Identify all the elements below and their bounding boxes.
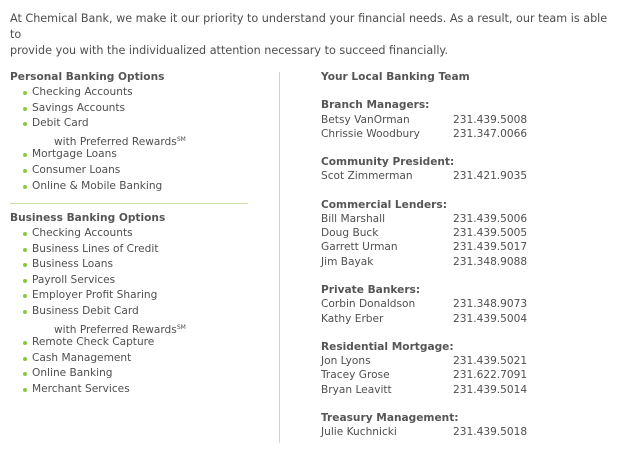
team-group: [321, 155, 611, 184]
list-item: [10, 366, 250, 382]
bullet-icon: [23, 232, 27, 236]
team-member-phone: 231.439.5014: [453, 383, 528, 396]
list-item: [10, 242, 250, 258]
list-item: [10, 85, 250, 101]
service-mark: SM: [176, 135, 186, 143]
team-member-phone: 231.622.7091: [453, 369, 528, 382]
team-member-phone: 231.439.5005: [453, 227, 528, 240]
intro-line-2: provide you with the individualized attention necessary to succeed financially.: [10, 44, 449, 57]
team-member-phone: 231.348.9088: [453, 255, 528, 268]
team-group: [321, 411, 611, 440]
bullet-icon: [23, 91, 27, 95]
team-member-name: Jim Bayak: [321, 255, 374, 268]
business-banking-list: [10, 226, 250, 398]
list-item-label: Debit Card: [32, 117, 89, 130]
team-group-title: Commercial Lenders:: [321, 198, 447, 211]
service-mark: SM: [176, 323, 186, 331]
bullet-icon: [23, 153, 27, 157]
team-member-name: Scot Zimmerman: [321, 170, 413, 183]
team-member-row: [321, 212, 611, 226]
team-member-row: [321, 368, 611, 382]
team-member-row: [321, 312, 611, 326]
team-member-name: Kathy Erber: [321, 312, 384, 325]
personal-banking-list: [10, 85, 250, 194]
team-group-title: Community President:: [321, 155, 455, 168]
list-item-label: Checking Accounts: [32, 86, 133, 98]
list-item: [10, 288, 250, 304]
team-member-phone: 231.439.5017: [453, 241, 528, 254]
banking-team-section: [321, 69, 611, 453]
list-item: [10, 147, 250, 163]
team-member-phone: 231.421.9035: [453, 170, 528, 183]
bullet-icon: [23, 122, 27, 126]
team-member-row: [321, 425, 611, 439]
team-member-phone: 231.439.5006: [453, 213, 528, 226]
list-item-label: Business Lines of Credit: [32, 242, 159, 255]
list-item: [10, 335, 250, 351]
team-member-row: [321, 113, 611, 127]
column-divider: [279, 72, 280, 443]
list-item: [10, 304, 250, 320]
list-item: [10, 273, 250, 289]
list-item-label: with Preferred Rewards: [54, 135, 177, 148]
bullet-icon: [23, 248, 27, 252]
bullet-icon: [23, 107, 27, 111]
team-member-name: Julie Kuchnicki: [321, 426, 397, 439]
list-item: [10, 351, 250, 367]
business-banking-title: Business Banking Options: [10, 212, 166, 224]
team-member-row: [321, 226, 611, 240]
list-item-label: Checking Accounts: [32, 227, 133, 239]
intro-text: [10, 11, 618, 59]
list-item-label: Mortgage Loans: [32, 148, 117, 161]
bullet-icon: [23, 279, 27, 283]
team-group: [321, 198, 611, 269]
list-item-label: Savings Accounts: [32, 101, 126, 114]
bullet-icon: [23, 310, 27, 314]
team-member-row: [321, 297, 611, 311]
personal-banking-section: [10, 69, 250, 194]
bullet-icon: [23, 357, 27, 361]
list-item: [10, 116, 250, 132]
team-member-name: Corbin Donaldson: [321, 298, 416, 311]
team-member-name: Bryan Leavitt: [321, 383, 392, 396]
team-group: [321, 283, 611, 326]
list-item: [10, 382, 250, 398]
bullet-icon: [23, 169, 27, 173]
bullet-icon: [23, 372, 27, 376]
list-item: [10, 163, 250, 179]
list-item-label: Online & Mobile Banking: [32, 179, 163, 192]
team-member-name: Betsy VanOrman: [321, 113, 410, 126]
list-item-label: Consumer Loans: [32, 163, 121, 176]
team-member-phone: 231.439.5021: [453, 355, 528, 368]
bullet-icon: [23, 185, 27, 189]
team-member-phone: 231.439.5018: [453, 426, 528, 439]
list-item-label: Business Loans: [32, 258, 114, 271]
team-member-name: Chrissie Woodbury: [321, 127, 420, 140]
team-group: [321, 340, 611, 397]
banking-team-title: Your Local Banking Team: [321, 71, 470, 83]
list-item-label: Payroll Services: [32, 273, 116, 286]
team-member-phone: 231.439.5004: [453, 312, 528, 325]
list-item: [10, 132, 250, 148]
team-member-row: [321, 255, 611, 269]
business-banking-section: [10, 210, 250, 398]
list-item-label: with Preferred Rewards: [54, 323, 177, 336]
list-item-label: Business Debit Card: [32, 304, 139, 317]
list-item-label: Employer Profit Sharing: [32, 289, 158, 302]
list-item: [10, 179, 250, 195]
team-group-title: Private Bankers:: [321, 283, 421, 296]
list-item: [10, 101, 250, 117]
bullet-icon: [23, 388, 27, 392]
team-member-row: [321, 354, 611, 368]
team-group-title: Branch Managers:: [321, 99, 430, 111]
bullet-icon: [23, 294, 27, 298]
team-groups: [321, 98, 611, 439]
bullet-icon: [23, 263, 27, 267]
team-member-name: Doug Buck: [321, 227, 379, 240]
section-divider: [10, 203, 248, 204]
list-item-label: Remote Check Capture: [32, 336, 155, 349]
team-group: [321, 98, 611, 141]
list-item: [10, 226, 250, 242]
team-member-phone: 231.348.9073: [453, 298, 528, 311]
team-member-name: Tracey Grose: [321, 369, 390, 382]
list-item-label: Merchant Services: [32, 382, 130, 395]
personal-banking-title: Personal Banking Options: [10, 71, 165, 83]
team-group-title: Treasury Management:: [321, 411, 459, 424]
team-member-row: [321, 169, 611, 183]
team-member-name: Bill Marshall: [321, 213, 386, 226]
team-member-row: [321, 383, 611, 397]
intro-line-1: At Chemical Bank, we make it our priority to understand your financial needs. As a result, our team is able to: [10, 12, 608, 41]
list-item: [10, 257, 250, 273]
team-member-name: Jon Lyons: [321, 355, 371, 368]
team-member-phone: 231.439.5008: [453, 113, 528, 126]
team-member-row: [321, 240, 611, 254]
bullet-icon: [23, 341, 27, 345]
team-member-name: Garrett Urman: [321, 241, 398, 254]
list-item-label: Online Banking: [32, 367, 113, 380]
list-item-label: Cash Management: [32, 351, 132, 364]
list-item: [10, 320, 250, 336]
team-member-row: [321, 127, 611, 141]
team-group-title: Residential Mortgage:: [321, 340, 454, 353]
team-member-phone: 231.347.0066: [453, 127, 528, 140]
